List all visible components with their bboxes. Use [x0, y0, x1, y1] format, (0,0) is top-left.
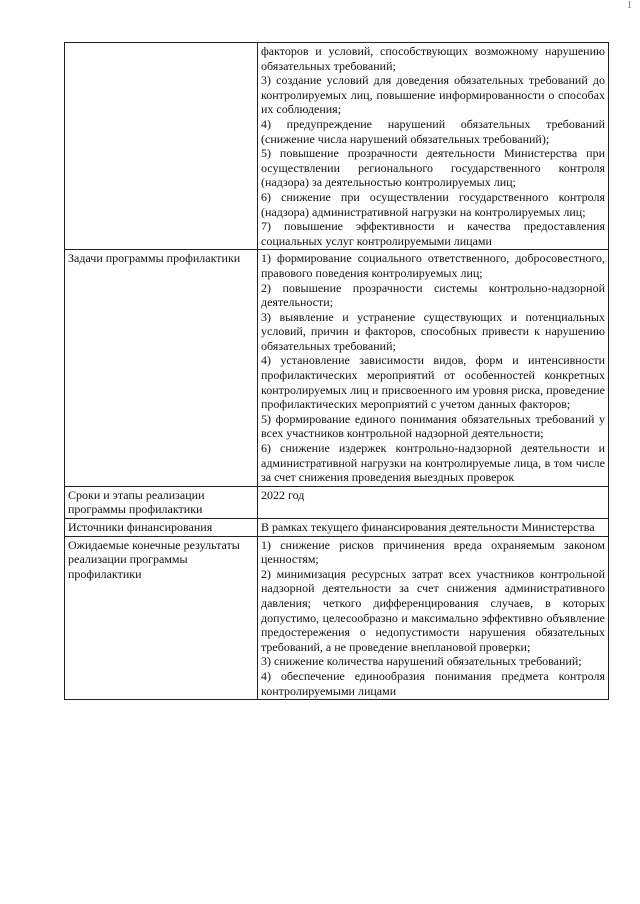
list-item: 1) формирование социального ответственного, добросовестного, правового поведения контролируемых лиц; — [261, 251, 605, 280]
list-item: 4) предупреждение нарушений обязательных требований (снижение числа нарушений обязательных требований); — [261, 116, 605, 146]
row-label: Сроки и этапы реализации программы профилактики — [65, 486, 258, 518]
list-item: 3) снижение количества нарушений обязательных требований; — [261, 654, 582, 669]
row-content — [258, 519, 609, 537]
list-item: 6) снижение при осуществлении государственного контроля (надзора) административной нагрузки на контролируемых лиц; — [261, 189, 605, 219]
list-item: 4) установление зависимости видов, форм и интенсивности профилактических мероприятий от особенностей конкретных контролируемых лиц и присвоенного им уровня риска, проведение профилактических мероприятий с учетом данных факторов; — [261, 353, 605, 412]
list-item: 7) повышение эффективности и качества предоставления социальных услуг контролируемыми лицами — [261, 219, 605, 248]
row-label: Задачи программы профилактики — [65, 250, 258, 487]
list-item: 3) создание условий для доведения обязательных требований до контролируемых лиц, повышение информированности о способах их соблюдения; — [261, 73, 605, 117]
table-row — [65, 250, 609, 487]
program-table — [64, 42, 609, 700]
table-row — [65, 486, 609, 518]
list-item: 5) повышение прозрачности деятельности Министерства при осуществлении регионального государственного контроля (надзора) за деятельностью контролируемых лиц; — [261, 146, 605, 190]
row-content — [258, 486, 609, 518]
list-item: 3) выявление и устранение существующих и потенциальных условий, причин и факторов, способных привести к нарушению обязательных требований; — [261, 309, 605, 353]
row-label: Источники финансирования — [65, 519, 258, 537]
list-item: факторов и условий, способствующих возможному нарушению обязательных требований; — [261, 44, 605, 73]
row-content — [258, 250, 609, 487]
list-item: 2022 год — [261, 487, 305, 502]
list-item: 2) повышение прозрачности системы контрольно-надзорной деятельности; — [261, 280, 605, 310]
list-item: 2) минимизация ресурсных затрат всех участников контрольной надзорной деятельности за счет снижения административного давления; четкого дифференцирования случаев, в которых допустимо, целесообразно и максимально эффективно объявление предостережения о недопустимости нарушения обязательных требований, а не проведение внеплановой проверки; — [261, 566, 605, 654]
page-corner-mark: 1 — [627, 0, 632, 11]
row-label — [65, 43, 258, 250]
row-content — [258, 536, 609, 700]
row-label: Ожидаемые конечные результаты реализации программы профилактики — [65, 536, 258, 700]
table-row — [65, 43, 609, 250]
list-item: 6) снижение издержек контрольно-надзорной деятельности и административной нагрузки на контролируемые лица, в том числе за счет снижения проведения выездных проверок — [261, 441, 605, 485]
list-item: 5) формирование единого понимания обязательных требований у всех участников контрольной надзорной деятельности; — [261, 411, 605, 441]
list-item: 4) обеспечение единообразия понимания предмета контроля контролируемыми лицами — [261, 668, 605, 698]
list-item: 1) снижение рисков причинения вреда охраняемым законом ценностям; — [261, 537, 605, 567]
list-item: В рамках текущего финансирования деятельности Министерства — [261, 520, 595, 534]
program-table-body — [65, 43, 609, 700]
row-content — [258, 43, 609, 250]
table-row — [65, 536, 609, 700]
table-row — [65, 519, 609, 537]
